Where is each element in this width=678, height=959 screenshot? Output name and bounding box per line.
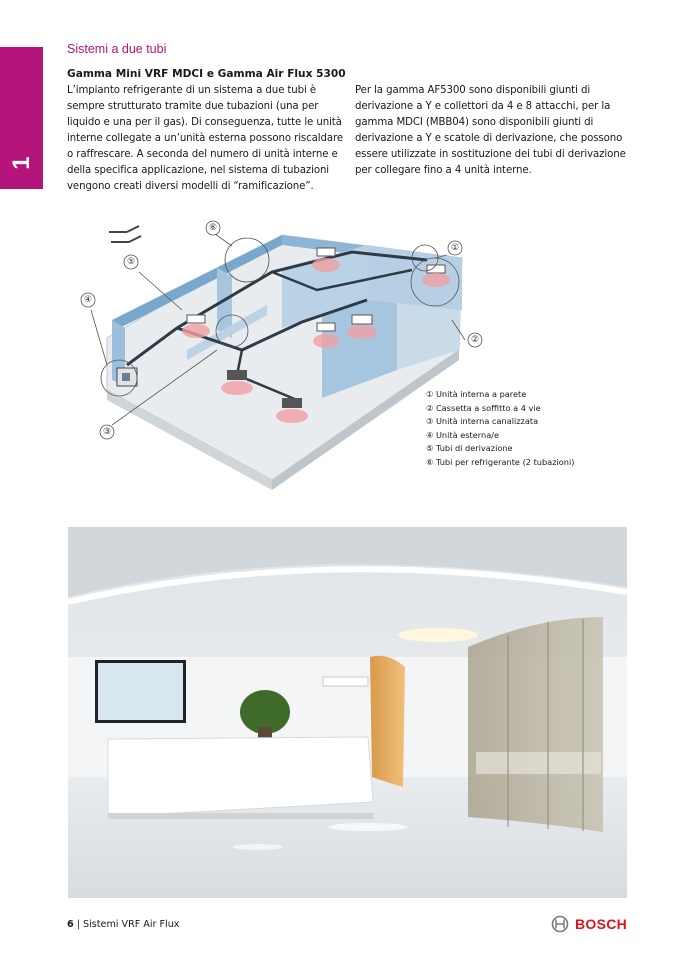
- callout-3: ③: [102, 427, 112, 437]
- chapter-number: 1: [8, 156, 35, 170]
- chapter-tab: [0, 47, 43, 189]
- section-title: Sistemi a due tubi: [67, 42, 167, 56]
- callout-2: ②: [470, 335, 480, 345]
- legend-item: ⑤ Tubi di derivazione: [426, 443, 513, 454]
- callout-5: ⑤: [126, 257, 136, 267]
- legend-item: ⑥ Tubi per refrigerante (2 tubazioni): [426, 456, 575, 467]
- brand-name: BOSCH: [575, 916, 628, 932]
- intro-heading: Gamma Mini VRF MDCI e Gamma Air Flux 5300: [67, 68, 346, 80]
- brand-logo: [551, 915, 627, 933]
- callout-6: ⑥: [208, 223, 218, 233]
- intro-right-paragraph: Per la gamma AF5300 sono disponibili giunti di derivazione a Y e collettori da 4 e 8 attacchi, per la gamma MDCI (MBB04) sono disponibili giunti di derivazione a Y e scatole di derivazione, che possono essere utilizzate in sostituzione dei tubi di derivazione per collegare fino a 4 unità interne.: [355, 85, 626, 176]
- footer-title: Sistemi VRF Air Flux: [83, 919, 180, 930]
- footer-separator: |: [73, 919, 84, 930]
- bosch-armature-icon: [551, 915, 569, 933]
- lobby-photo: [68, 527, 627, 898]
- legend-item: ③ Unità interna canalizzata: [426, 416, 539, 427]
- callout-4: ④: [83, 295, 93, 305]
- page-number: 6: [67, 919, 74, 930]
- legend-item: ② Cassetta a soffitto a 4 vie: [426, 402, 541, 413]
- legend-item: ① Unità interna a parete: [426, 389, 527, 399]
- callout-1: ①: [450, 243, 460, 253]
- intro-left-paragraph: L’impianto refrigerante di un sistema a due tubi è sempre strutturato tramite due tubazioni (una per liquido e una per il gas). Di conseguenza, tutte le unità interne collegate a un’unità esterna possono riscaldare o raffrescare. A seconda del numero di unità interne e della specifica applicazione, nel sistema di tubazioni vengono creati diversi modelli di “ramificazione”.: [67, 85, 344, 192]
- diagram-legend: [426, 388, 574, 470]
- legend-item: ④ Unità esterna/e: [426, 429, 500, 440]
- page-footer: [67, 919, 179, 930]
